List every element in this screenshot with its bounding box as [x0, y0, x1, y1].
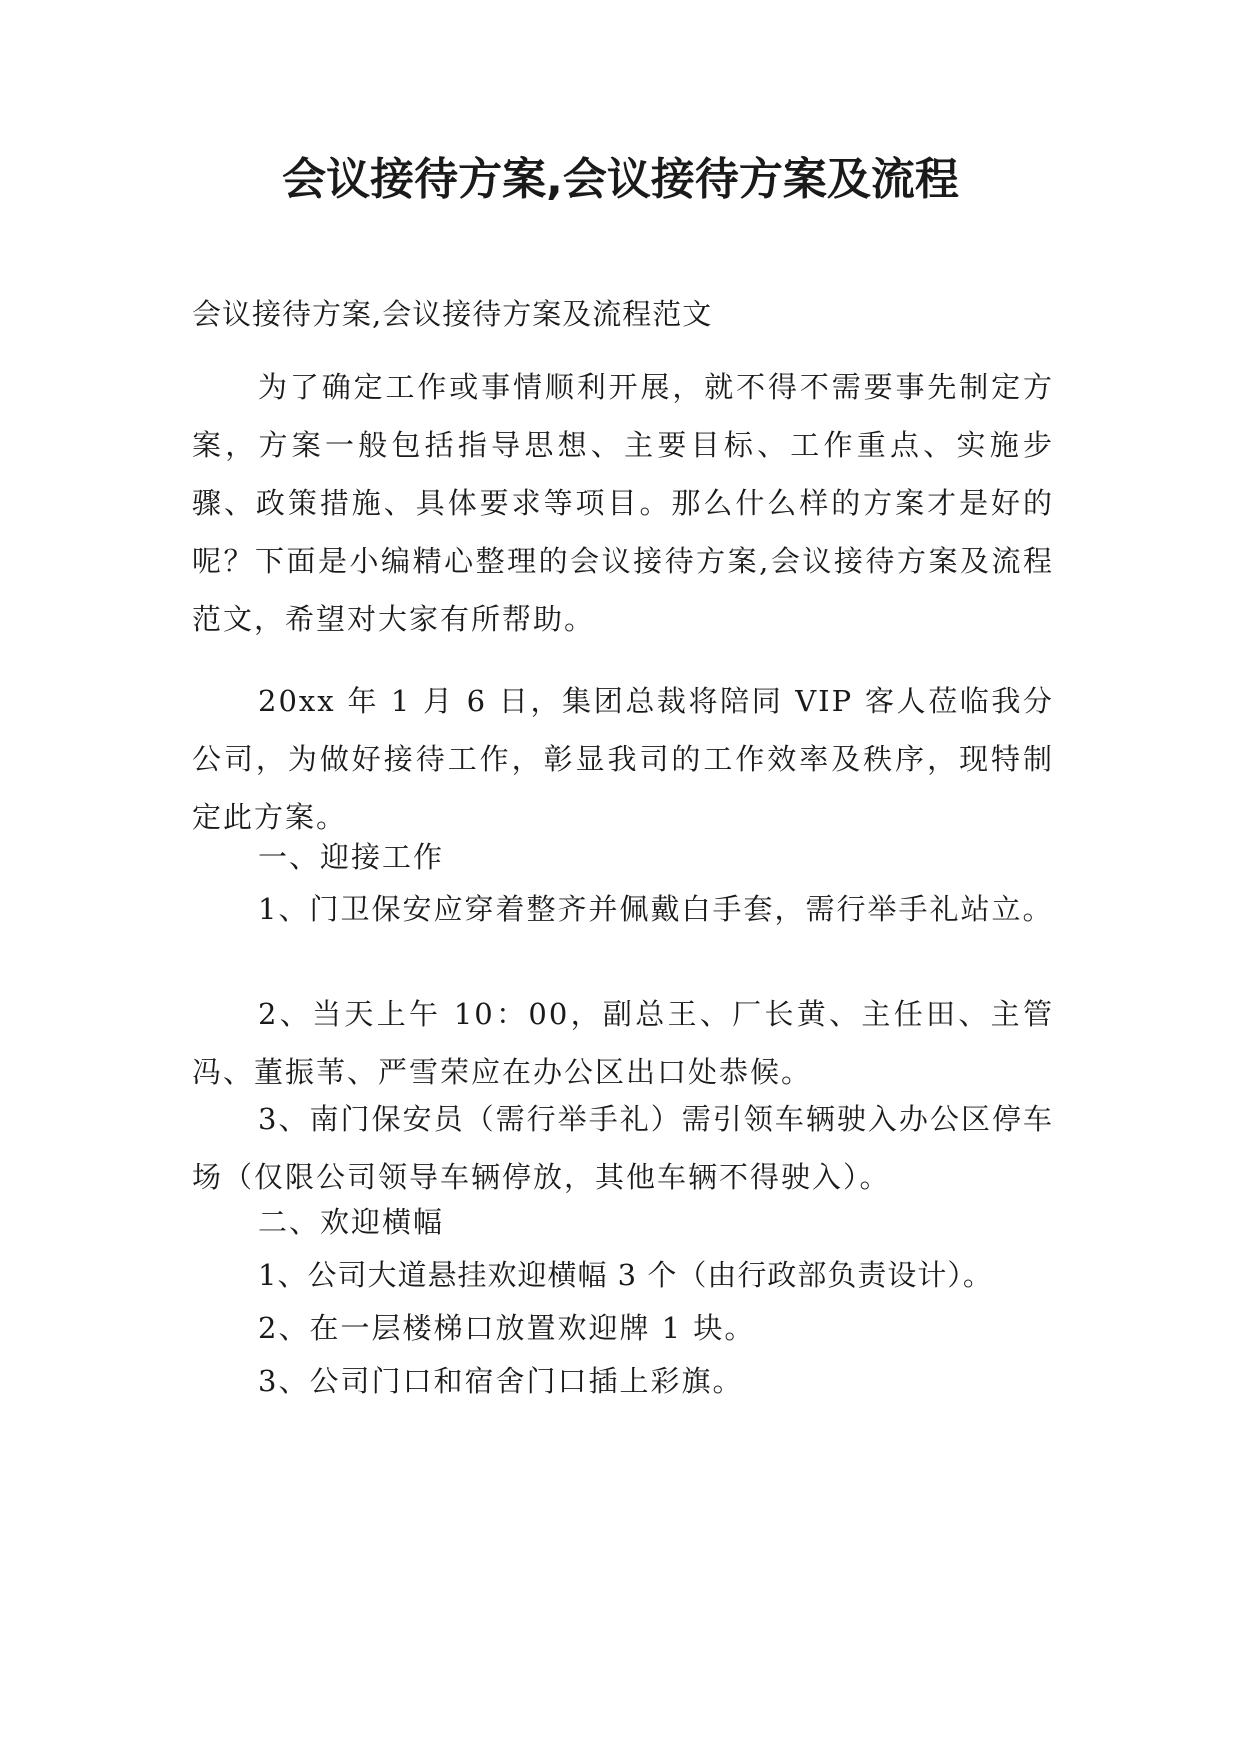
intro-paragraph: 为了确定工作或事情顺利开展，就不得不需要事先制定方案，方案一般包括指导思想、主要目标、工作重点、实施步骤、政策措施、具体要求等项目。那么什么样的方案才是好的呢？下面是小编精心整理的会议接待方案,会议接待方案及流程范文，希望对大家有所帮助。 [192, 370, 1054, 636]
section2-heading: 二、欢迎横幅 [258, 1205, 445, 1239]
section2-item3: 3、公司门口和宿舍门口插上彩旗。 [258, 1364, 744, 1398]
section1-item1: 1、门卫保安应穿着整齐并佩戴白手套，需行举手礼站立。 [258, 892, 1054, 926]
section2-item2: 2、在一层楼梯口放置欢迎牌 1 块。 [258, 1311, 756, 1345]
section1-heading: 一、迎接工作 [258, 840, 445, 874]
opening-paragraph: 20xx 年 1 月 6 日，集团总裁将陪同 VIP 客人莅临我分公司，为做好接待工作，彰显我司的工作效率及秩序，现特制定此方案。 [192, 684, 1054, 834]
document-title: 会议接待方案,会议接待方案及流程 [282, 154, 959, 205]
section2-item1: 1、公司大道悬挂欢迎横幅 3 个（由行政部负责设计）。 [258, 1258, 993, 1292]
document-subtitle: 会议接待方案,会议接待方案及流程范文 [192, 297, 713, 331]
section1-item2: 2、当天上午 10：00，副总王、厂长黄、主任田、主管冯、董振苇、严雪荣应在办公区出口处恭候。 [192, 997, 1054, 1089]
section1-item3: 3、南门保安员（需行举手礼）需引领车辆驶入办公区停车场（仅限公司领导车辆停放，其他车辆不得驶入）。 [192, 1102, 1054, 1194]
